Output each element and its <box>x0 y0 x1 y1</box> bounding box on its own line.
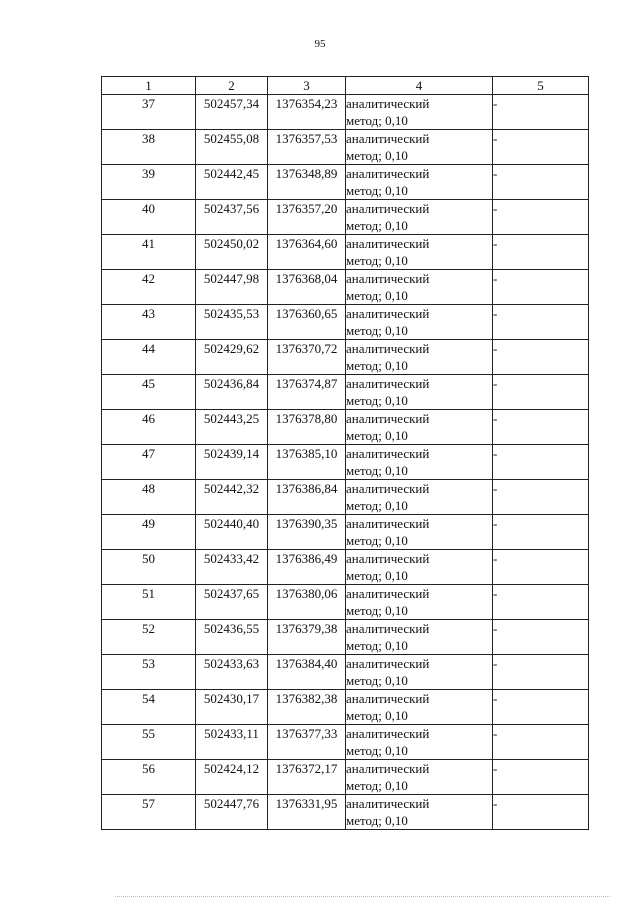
accuracy-text: метод; 0,10 <box>346 533 408 548</box>
method-cell <box>346 445 493 480</box>
y-coordinate-cell: 1376380,06 <box>268 585 346 620</box>
accuracy-text: метод; 0,10 <box>346 358 408 373</box>
method-cell <box>346 515 493 550</box>
table-row <box>102 165 589 200</box>
y-coordinate-cell: 1376386,49 <box>268 550 346 585</box>
accuracy-text: метод; 0,10 <box>346 638 408 653</box>
method-cell <box>346 795 493 830</box>
x-coordinate-cell: 502424,12 <box>196 760 268 795</box>
point-number-cell: 39 <box>102 165 196 200</box>
y-coordinate-cell: 1376331,95 <box>268 795 346 830</box>
y-coordinate-cell: 1376368,04 <box>268 270 346 305</box>
header-col-5: 5 <box>493 77 589 95</box>
page-number: 95 <box>314 38 326 50</box>
y-coordinate-cell: 1376385,10 <box>268 445 346 480</box>
point-number-cell: 49 <box>102 515 196 550</box>
note-cell: - <box>493 305 589 340</box>
point-number-cell: 37 <box>102 95 196 130</box>
method-cell <box>346 655 493 690</box>
y-coordinate-cell: 1376379,38 <box>268 620 346 655</box>
x-coordinate-cell: 502436,55 <box>196 620 268 655</box>
accuracy-text: метод; 0,10 <box>346 568 408 583</box>
x-coordinate-cell: 502457,34 <box>196 95 268 130</box>
accuracy-text: метод; 0,10 <box>346 393 408 408</box>
table-row <box>102 725 589 760</box>
table-row <box>102 375 589 410</box>
y-coordinate-cell: 1376386,84 <box>268 480 346 515</box>
method-text: аналитический <box>346 726 430 741</box>
method-text: аналитический <box>346 621 430 636</box>
accuracy-text: метод; 0,10 <box>346 498 408 513</box>
accuracy-text: метод; 0,10 <box>346 288 408 303</box>
point-number-cell: 46 <box>102 410 196 445</box>
point-number-cell: 52 <box>102 620 196 655</box>
method-text: аналитический <box>346 411 430 426</box>
method-text: аналитический <box>346 376 430 391</box>
method-text: аналитический <box>346 96 430 111</box>
accuracy-text: метод; 0,10 <box>346 113 408 128</box>
y-coordinate-cell: 1376384,40 <box>268 655 346 690</box>
point-number-cell: 55 <box>102 725 196 760</box>
point-number-cell: 43 <box>102 305 196 340</box>
point-number-cell: 57 <box>102 795 196 830</box>
method-cell <box>346 410 493 445</box>
x-coordinate-cell: 502433,63 <box>196 655 268 690</box>
note-cell: - <box>493 95 589 130</box>
method-text: аналитический <box>346 796 430 811</box>
note-cell: - <box>493 795 589 830</box>
x-coordinate-cell: 502440,40 <box>196 515 268 550</box>
accuracy-text: метод; 0,10 <box>346 603 408 618</box>
y-coordinate-cell: 1376372,17 <box>268 760 346 795</box>
note-cell: - <box>493 620 589 655</box>
method-text: аналитический <box>346 481 430 496</box>
x-coordinate-cell: 502437,65 <box>196 585 268 620</box>
x-coordinate-cell: 502430,17 <box>196 690 268 725</box>
x-coordinate-cell: 502442,45 <box>196 165 268 200</box>
method-text: аналитический <box>346 446 430 461</box>
point-number-cell: 50 <box>102 550 196 585</box>
method-text: аналитический <box>346 271 430 286</box>
method-cell <box>346 620 493 655</box>
note-cell: - <box>493 235 589 270</box>
point-number-cell: 41 <box>102 235 196 270</box>
table-row <box>102 550 589 585</box>
table-row <box>102 235 589 270</box>
x-coordinate-cell: 502429,62 <box>196 340 268 375</box>
accuracy-text: метод; 0,10 <box>346 743 408 758</box>
accuracy-text: метод; 0,10 <box>346 778 408 793</box>
method-cell <box>346 235 493 270</box>
method-cell <box>346 340 493 375</box>
header-row <box>102 77 589 95</box>
y-coordinate-cell: 1376370,72 <box>268 340 346 375</box>
point-number-cell: 47 <box>102 445 196 480</box>
method-cell <box>346 550 493 585</box>
table-row <box>102 340 589 375</box>
method-cell <box>346 200 493 235</box>
method-text: аналитический <box>346 516 430 531</box>
note-cell: - <box>493 760 589 795</box>
y-coordinate-cell: 1376360,65 <box>268 305 346 340</box>
point-number-cell: 38 <box>102 130 196 165</box>
note-cell: - <box>493 270 589 305</box>
x-coordinate-cell: 502433,42 <box>196 550 268 585</box>
method-cell <box>346 585 493 620</box>
coordinates-table <box>101 76 589 830</box>
method-cell <box>346 165 493 200</box>
header-col-4: 4 <box>346 77 493 95</box>
y-coordinate-cell: 1376382,38 <box>268 690 346 725</box>
accuracy-text: метод; 0,10 <box>346 148 408 163</box>
table-row <box>102 200 589 235</box>
note-cell: - <box>493 165 589 200</box>
point-number-cell: 42 <box>102 270 196 305</box>
x-coordinate-cell: 502433,11 <box>196 725 268 760</box>
table-row <box>102 795 589 830</box>
x-coordinate-cell: 502447,76 <box>196 795 268 830</box>
point-number-cell: 56 <box>102 760 196 795</box>
point-number-cell: 53 <box>102 655 196 690</box>
accuracy-text: метод; 0,10 <box>346 428 408 443</box>
method-cell <box>346 130 493 165</box>
method-text: аналитический <box>346 691 430 706</box>
accuracy-text: метод; 0,10 <box>346 218 408 233</box>
y-coordinate-cell: 1376354,23 <box>268 95 346 130</box>
method-text: аналитический <box>346 166 430 181</box>
table-row <box>102 445 589 480</box>
y-coordinate-cell: 1376378,80 <box>268 410 346 445</box>
table-row <box>102 515 589 550</box>
point-number-cell: 51 <box>102 585 196 620</box>
accuracy-text: метод; 0,10 <box>346 323 408 338</box>
note-cell: - <box>493 655 589 690</box>
note-cell: - <box>493 550 589 585</box>
x-coordinate-cell: 502442,32 <box>196 480 268 515</box>
point-number-cell: 44 <box>102 340 196 375</box>
y-coordinate-cell: 1376348,89 <box>268 165 346 200</box>
header-col-3: 3 <box>268 77 346 95</box>
accuracy-text: метод; 0,10 <box>346 183 408 198</box>
table-row <box>102 760 589 795</box>
method-text: аналитический <box>346 341 430 356</box>
method-text: аналитический <box>346 201 430 216</box>
note-cell: - <box>493 690 589 725</box>
table-body <box>102 95 589 830</box>
method-text: аналитический <box>346 551 430 566</box>
method-text: аналитический <box>346 306 430 321</box>
table-row <box>102 95 589 130</box>
table-row <box>102 305 589 340</box>
y-coordinate-cell: 1376390,35 <box>268 515 346 550</box>
table-row <box>102 585 589 620</box>
note-cell: - <box>493 585 589 620</box>
note-cell: - <box>493 130 589 165</box>
note-cell: - <box>493 725 589 760</box>
point-number-cell: 40 <box>102 200 196 235</box>
x-coordinate-cell: 502455,08 <box>196 130 268 165</box>
table-header <box>102 77 589 95</box>
x-coordinate-cell: 502450,02 <box>196 235 268 270</box>
accuracy-text: метод; 0,10 <box>346 463 408 478</box>
x-coordinate-cell: 502439,14 <box>196 445 268 480</box>
note-cell: - <box>493 340 589 375</box>
method-cell <box>346 690 493 725</box>
y-coordinate-cell: 1376357,53 <box>268 130 346 165</box>
method-cell <box>346 480 493 515</box>
table-row <box>102 480 589 515</box>
x-coordinate-cell: 502436,84 <box>196 375 268 410</box>
table-row <box>102 655 589 690</box>
method-cell <box>346 95 493 130</box>
y-coordinate-cell: 1376374,87 <box>268 375 346 410</box>
note-cell: - <box>493 410 589 445</box>
table-row <box>102 620 589 655</box>
note-cell: - <box>493 515 589 550</box>
table-row <box>102 690 589 725</box>
x-coordinate-cell: 502437,56 <box>196 200 268 235</box>
point-number-cell: 54 <box>102 690 196 725</box>
x-coordinate-cell: 502443,25 <box>196 410 268 445</box>
scan-artifact-line <box>115 896 610 899</box>
method-text: аналитический <box>346 236 430 251</box>
method-text: аналитический <box>346 761 430 776</box>
method-cell <box>346 375 493 410</box>
header-col-2: 2 <box>196 77 268 95</box>
point-number-cell: 45 <box>102 375 196 410</box>
method-cell <box>346 725 493 760</box>
accuracy-text: метод; 0,10 <box>346 708 408 723</box>
x-coordinate-cell: 502447,98 <box>196 270 268 305</box>
note-cell: - <box>493 480 589 515</box>
note-cell: - <box>493 200 589 235</box>
accuracy-text: метод; 0,10 <box>346 813 408 828</box>
table-row <box>102 270 589 305</box>
method-text: аналитический <box>346 656 430 671</box>
point-number-cell: 48 <box>102 480 196 515</box>
note-cell: - <box>493 375 589 410</box>
method-cell <box>346 760 493 795</box>
y-coordinate-cell: 1376364,60 <box>268 235 346 270</box>
accuracy-text: метод; 0,10 <box>346 673 408 688</box>
table-row <box>102 130 589 165</box>
method-text: аналитический <box>346 586 430 601</box>
accuracy-text: метод; 0,10 <box>346 253 408 268</box>
y-coordinate-cell: 1376377,33 <box>268 725 346 760</box>
y-coordinate-cell: 1376357,20 <box>268 200 346 235</box>
method-cell <box>346 270 493 305</box>
x-coordinate-cell: 502435,53 <box>196 305 268 340</box>
method-cell <box>346 305 493 340</box>
note-cell: - <box>493 445 589 480</box>
header-col-1: 1 <box>102 77 196 95</box>
method-text: аналитический <box>346 131 430 146</box>
table-row <box>102 410 589 445</box>
